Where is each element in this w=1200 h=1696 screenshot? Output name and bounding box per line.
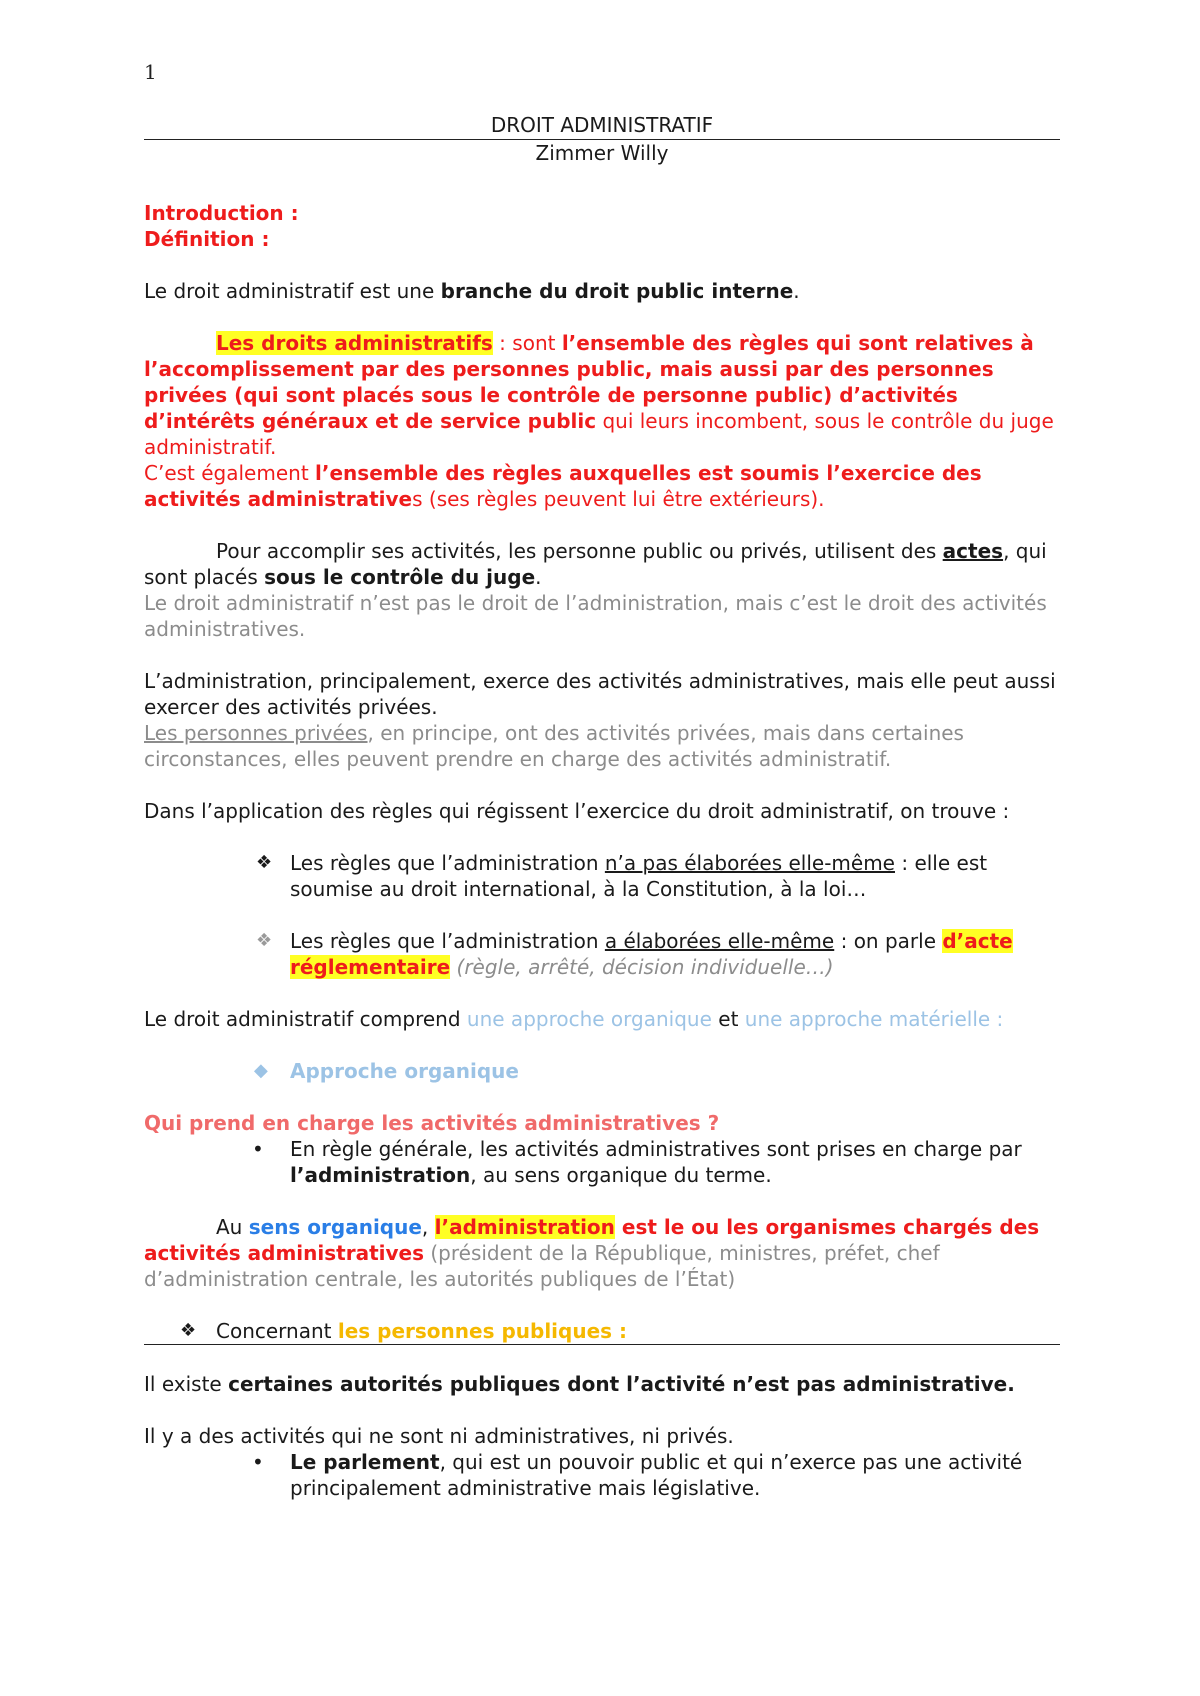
paragraph-egalement: C’est également l’ensemble des règles auxquelles est soumis l’exercice des activités administratives (ses règles peuvent lui être extérieurs). [144, 461, 982, 511]
highlight-administration: l’administration [434, 1215, 615, 1239]
round-bullet-icon: • [252, 1137, 264, 1161]
document-title: DROIT ADMINISTRATIF [490, 113, 714, 137]
document-author: Zimmer Willy [535, 141, 669, 165]
paragraph-administration-principalement: L’administration, principalement, exerce des activités administratives, mais elle peut aussi exercer des activités privées. [144, 669, 1056, 719]
question-heading: Qui prend en charge les activités administratives ? [144, 1111, 720, 1135]
heading-introduction: Introduction : [144, 201, 299, 225]
list-item-parlement: • Le parlement, qui est un pouvoir public et qui n’exerce pas une activité principalement administrative mais législative. [252, 1450, 1023, 1500]
round-bullet-icon: • [252, 1450, 264, 1474]
paragraph-actes: Pour accomplir ses activités, les personne public ou privés, utilisent des actes, qui sont placés sous le contrôle du juge. [144, 539, 1047, 589]
diamond-bullet-icon: ❖ [180, 1320, 197, 1341]
diamond-bullet-icon: ❖ [256, 930, 273, 951]
paragraph-sens-organique: Au sens organique, l’administration est le ou les organismes chargés des activités administratives (président de la République, ministres, préfet, chef d’administration centrale, les autorités publiques de l’État) [144, 1215, 1040, 1291]
diamond-solid-icon: ◆ [254, 1060, 268, 1081]
paragraph-approches: Le droit administratif comprend une approche organique et une approche matérielle : [144, 1007, 1004, 1031]
section-approche-organique: ◆ Approche organique [254, 1059, 519, 1083]
paragraph-autorites-publiques: Il existe certaines autorités publiques dont l’activité n’est pas administrative. [144, 1372, 1015, 1396]
paragraph-personnes-privees: Les personnes privées, en principe, ont des activités privées, mais dans certaines circonstances, elles peuvent prendre en charge des activités administratif. [144, 721, 964, 771]
paragraph-ni-administratives: Il y a des activités qui ne sont ni administratives, ni privés. [144, 1424, 734, 1448]
highlight-droits-administratifs: Les droits administratifs [216, 331, 493, 355]
list-item-regle-generale: • En règle générale, les activités administratives sont prises en charge par l’administration, au sens organique du terme. [252, 1137, 1022, 1187]
diamond-bullet-icon: ❖ [256, 852, 273, 873]
list-item-regles-non-elaborees: ❖ Les règles que l’administration n’a pas élaborées elle-même : elle est soumise au droit international, à la Constitution, à la loi… [256, 851, 988, 901]
document-body [144, 112, 1060, 1501]
paragraph-application-regles: Dans l’application des règles qui régissent l’exercice du droit administratif, on trouve : [144, 799, 1010, 823]
paragraph-definition: Le droit administratif est une branche du droit public interne. [144, 279, 800, 303]
heading-definition: Définition : [144, 227, 270, 251]
section-personnes-publiques: ❖ Concernant les personnes publiques : [144, 1318, 1060, 1345]
page-number: 1 [144, 60, 157, 84]
list-item-regles-elaborees: ❖ Les règles que l’administration a élaborées elle-même : on parle d’acte réglementaire (règle, arrêté, décision individuelle…) [256, 929, 1013, 979]
paragraph-droit-activites: Le droit administratif n’est pas le droit de l’administration, mais c’est le droit des activités administratives. [144, 591, 1047, 641]
paragraph-droits-administratifs: Les droits administratifs : sont l’ensemble des règles qui sont relatives à l’accomplissement par des personnes public, mais aussi par des personnes privées (qui sont placés sous le contrôle de personne public) d’activités d’intérêts généraux et de service public qui leurs incombent, sous le contrôle du juge administratif. [144, 331, 1054, 459]
highlight-acte-reglementaire: d’acte réglementaire [290, 929, 1013, 979]
